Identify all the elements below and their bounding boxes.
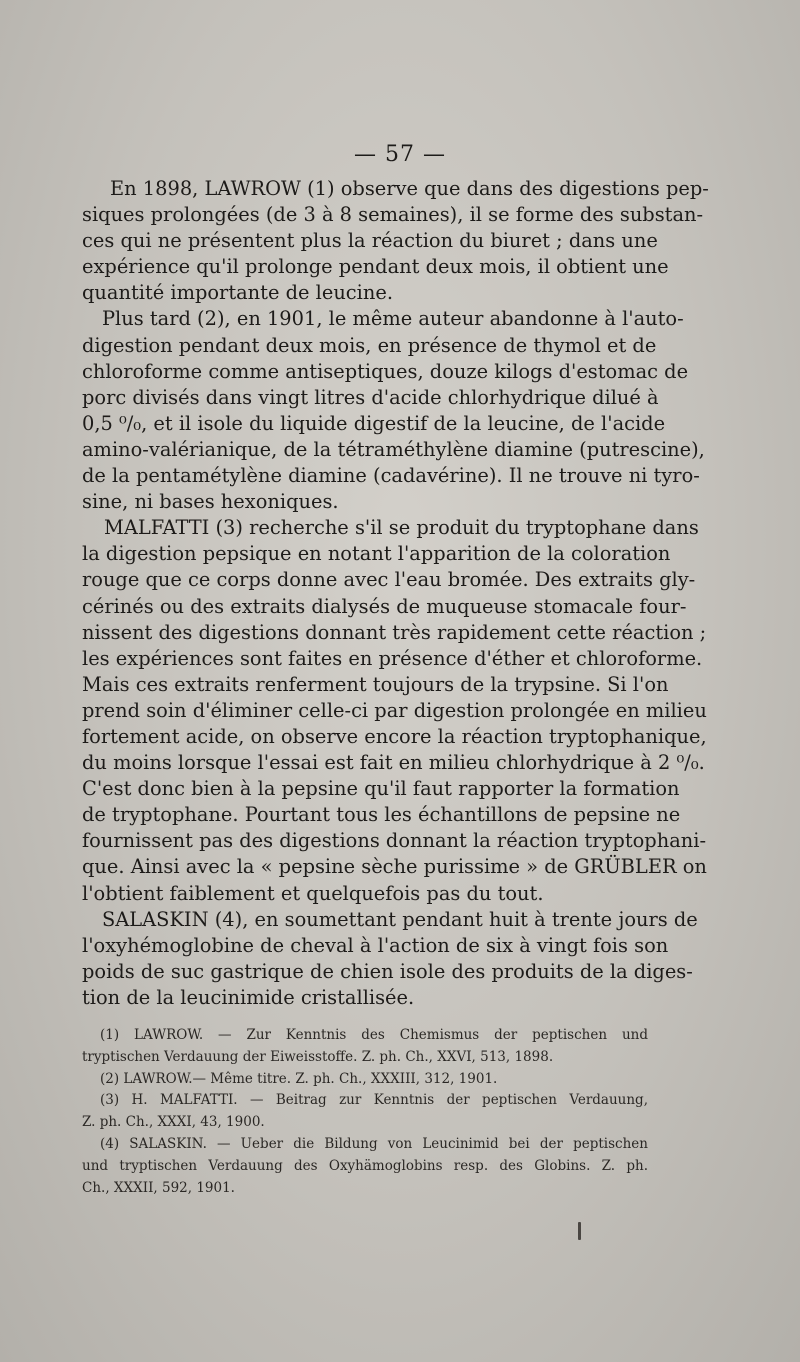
text-line: de la pentamétylène diamine (cadavérine). Il ne trouve ni tyro- xyxy=(82,464,700,488)
footnote-2 xyxy=(82,1069,648,1091)
text-line: prend soin d'éliminer celle-ci par digestion prolongée en milieu xyxy=(82,698,707,722)
text-line: de tryptophane. Pourtant tous les échantillons de pepsine ne xyxy=(82,803,681,827)
text-line: nissent des digestions donnant très rapidement cette réaction ; xyxy=(82,620,707,644)
text-line: du moins lorsque l'essai est fait en milieu chlorhydrique à 2 ⁰/₀. xyxy=(82,751,705,775)
text-line: chloroforme comme antiseptiques, douze kilogs d'estomac de xyxy=(82,359,689,383)
text-line: poids de suc gastrique de chien isole des produits de la diges- xyxy=(82,959,693,983)
paragraph-lawrow-1901 xyxy=(82,306,705,515)
text-line: que. Ainsi avec la « pepsine sèche purissime » de GRÜBLER on xyxy=(82,855,707,879)
text-line: l'obtient faiblement et quelquefois pas du tout. xyxy=(82,881,544,905)
footnote-1 xyxy=(82,1025,648,1069)
text-line: porc divisés dans vingt litres d'acide chlorhydrique dilué à xyxy=(82,385,659,409)
text-line: la digestion pepsique en notant l'apparition de la coloration xyxy=(82,542,671,566)
text-line: ces qui ne présentent plus la réaction du biuret ; dans une xyxy=(82,229,658,253)
text-line: tion de la leucinimide cristallisée. xyxy=(82,985,415,1009)
footnote-line: Z. ph. Ch., XXXI, 43, 1900. xyxy=(82,1114,265,1131)
footnote-line: (2) LAWROW.— Même titre. Z. ph. Ch., XXXIII, 312, 1901. xyxy=(100,1070,498,1087)
text-line: les expériences sont faites en présence d'éther et chloroforme. xyxy=(82,646,703,670)
footnotes xyxy=(82,1025,648,1199)
text-line: En 1898, LAWROW (1) observe que dans des digestions pep- xyxy=(110,177,709,200)
text-line: quantité importante de leucine. xyxy=(82,281,393,305)
text-line: SALASKIN (4), en soumettant pendant huit à trente jours de xyxy=(102,907,698,931)
paragraph-lawrow-1898 xyxy=(82,176,709,306)
text-line: expérience qu'il prolonge pendant deux mois, il obtient une xyxy=(82,255,669,279)
page-number: — 57 — xyxy=(354,142,446,167)
text-line: sine, ni bases hexoniques. xyxy=(82,490,339,514)
body-text xyxy=(82,176,709,1199)
footnote-line: (3) H. MALFATTI. — Beitrag zur Kenntnis der peptischen Verdauung, xyxy=(100,1092,648,1109)
footnote-line: tryptischen Verdauung der Eiweisstoffe. Z. ph. Ch., XXVI, 513, 1898. xyxy=(82,1048,554,1065)
text-line: C'est donc bien à la pepsine qu'il faut rapporter la formation xyxy=(82,777,680,801)
paragraph-salaskin xyxy=(82,907,698,1011)
footnote-line: (1) LAWROW. — Zur Kenntnis des Chemismus der peptischen und xyxy=(100,1027,648,1043)
text-line: rouge que ce corps donne avec l'eau bromée. Des extraits gly- xyxy=(82,568,696,592)
footnote-line: und tryptischen Verdauung des Oxyhämoglobins resp. des Globins. Z. ph. xyxy=(82,1157,648,1174)
text-line: siques prolongées (de 3 à 8 semaines), il se forme des substan- xyxy=(82,203,704,227)
footnote-4 xyxy=(82,1134,648,1199)
text-line: digestion pendant deux mois, en présence de thymol et de xyxy=(82,333,657,357)
text-line: fortement acide, on observe encore la réaction tryptophanique, xyxy=(82,724,707,748)
text-line: MALFATTI (3) recherche s'il se produit du tryptophane dans xyxy=(104,516,699,540)
ink-speck xyxy=(578,1222,581,1240)
footnote-line: Ch., XXXII, 592, 1901. xyxy=(82,1179,235,1196)
text-line: cérinés ou des extraits dialysés de muqueuse stomacale four- xyxy=(82,594,687,618)
text-line: Mais ces extraits renferment toujours de la trypsine. Si l'on xyxy=(82,672,669,696)
text-line: fournissent pas des digestions donnant la réaction tryptophani- xyxy=(82,829,707,853)
text-line: 0,5 ⁰/₀, et il isole du liquide digestif de la leucine, de l'acide xyxy=(82,411,666,435)
footnote-3 xyxy=(82,1090,648,1134)
text-line: Plus tard (2), en 1901, le même auteur abandonne à l'auto- xyxy=(102,307,684,331)
text-line: amino-valérianique, de la tétraméthylène diamine (putrescine), xyxy=(82,437,705,461)
paragraph-malfatti xyxy=(82,515,707,906)
text-line: l'oxyhémoglobine de cheval à l'action de six à vingt fois son xyxy=(82,933,669,957)
footnote-line: (4) SALASKIN. — Ueber die Bildung von Leucinimid bei der peptischen xyxy=(100,1135,648,1152)
